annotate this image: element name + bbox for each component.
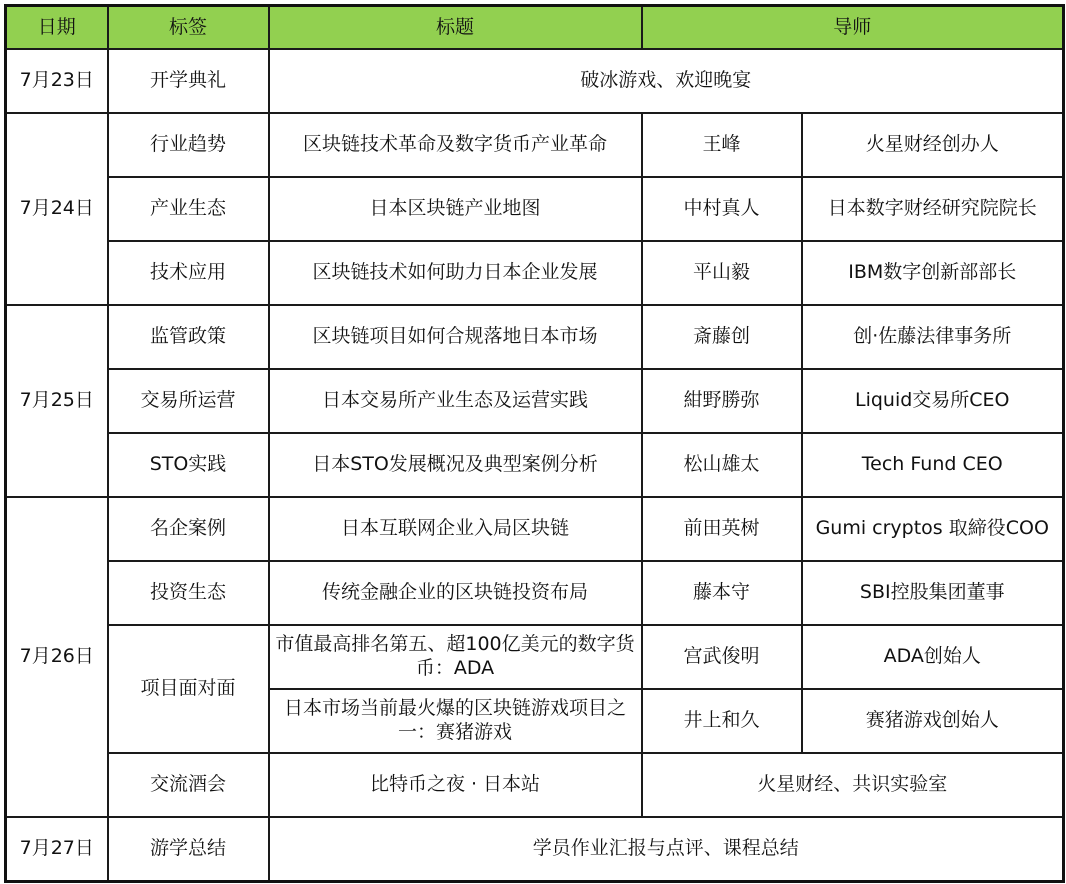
tag-cell: 项目面对面	[108, 625, 269, 753]
date-cell: 7月26日	[6, 497, 108, 817]
title-cell: 日本交易所产业生态及运营实践	[269, 369, 642, 433]
tag-cell: 开学典礼	[108, 49, 269, 113]
table-row	[6, 497, 1064, 561]
title-cell: 区块链技术革命及数字货币产业革命	[269, 113, 642, 177]
tag-cell: 名企案例	[108, 497, 269, 561]
date-cell: 7月25日	[6, 305, 108, 497]
role-cell: Gumi cryptos 取締役COO	[802, 497, 1064, 561]
title-cell: 区块链项目如何合规落地日本市场	[269, 305, 642, 369]
role-cell: 创·佐藤法律事务所	[802, 305, 1064, 369]
tag-cell: 投资生态	[108, 561, 269, 625]
header-tag: 标签	[108, 6, 269, 50]
tag-cell: 技术应用	[108, 241, 269, 305]
tag-cell: 监管政策	[108, 305, 269, 369]
tag-cell: 游学总结	[108, 817, 269, 881]
mentor-cell: 王峰	[642, 113, 802, 177]
mentor-cell: 斎藤创	[642, 305, 802, 369]
role-cell: Liquid交易所CEO	[802, 369, 1064, 433]
table-row	[6, 177, 1064, 241]
role-cell: SBI控股集团董事	[802, 561, 1064, 625]
table-row	[6, 433, 1064, 497]
role-cell: 赛猪游戏创始人	[802, 689, 1064, 753]
mentor-cell: 松山雄太	[642, 433, 802, 497]
header-date: 日期	[6, 6, 108, 50]
header-row	[6, 6, 1064, 50]
table-row	[6, 753, 1064, 817]
role-cell: 日本数字财经研究院院长	[802, 177, 1064, 241]
mentor-cell: 宫武俊明	[642, 625, 802, 689]
header-mentor: 导师	[642, 6, 1064, 50]
merged-mentor-cell: 火星财经、共识实验室	[642, 753, 1064, 817]
title-cell: 区块链技术如何助力日本企业发展	[269, 241, 642, 305]
tag-cell: 交易所运营	[108, 369, 269, 433]
table-row	[6, 625, 1064, 689]
table-row	[6, 561, 1064, 625]
role-cell: ADA创始人	[802, 625, 1064, 689]
table-row	[6, 369, 1064, 433]
table-row	[6, 241, 1064, 305]
mentor-cell: 中村真人	[642, 177, 802, 241]
role-cell: 火星财经创办人	[802, 113, 1064, 177]
title-cell: 日本区块链产业地图	[269, 177, 642, 241]
mentor-cell: 藤本守	[642, 561, 802, 625]
table-row	[6, 817, 1064, 881]
tag-cell: 交流酒会	[108, 753, 269, 817]
date-cell: 7月23日	[6, 49, 108, 113]
table-row	[6, 49, 1064, 113]
title-cell: 日本市场当前最火爆的区块链游戏项目之一：赛猪游戏	[269, 689, 642, 753]
tag-cell: 产业生态	[108, 177, 269, 241]
title-cell: 日本STO发展概况及典型案例分析	[269, 433, 642, 497]
date-cell: 7月24日	[6, 113, 108, 305]
role-cell: IBM数字创新部部长	[802, 241, 1064, 305]
tag-cell: 行业趋势	[108, 113, 269, 177]
schedule-table	[4, 4, 1065, 883]
date-cell: 7月27日	[6, 817, 108, 881]
header-title: 标题	[269, 6, 642, 50]
table-row	[6, 305, 1064, 369]
merged-cell: 学员作业汇报与点评、课程总结	[269, 817, 1064, 881]
role-cell: Tech Fund CEO	[802, 433, 1064, 497]
tag-cell: STO实践	[108, 433, 269, 497]
mentor-cell: 井上和久	[642, 689, 802, 753]
title-cell: 市值最高排名第五、超100亿美元的数字货币：ADA	[269, 625, 642, 689]
mentor-cell: 平山毅	[642, 241, 802, 305]
title-cell: 传统金融企业的区块链投资布局	[269, 561, 642, 625]
title-cell: 比特币之夜 · 日本站	[269, 753, 642, 817]
title-cell: 日本互联网企业入局区块链	[269, 497, 642, 561]
mentor-cell: 前田英树	[642, 497, 802, 561]
table-row	[6, 113, 1064, 177]
merged-cell: 破冰游戏、欢迎晚宴	[269, 49, 1064, 113]
mentor-cell: 紺野勝弥	[642, 369, 802, 433]
